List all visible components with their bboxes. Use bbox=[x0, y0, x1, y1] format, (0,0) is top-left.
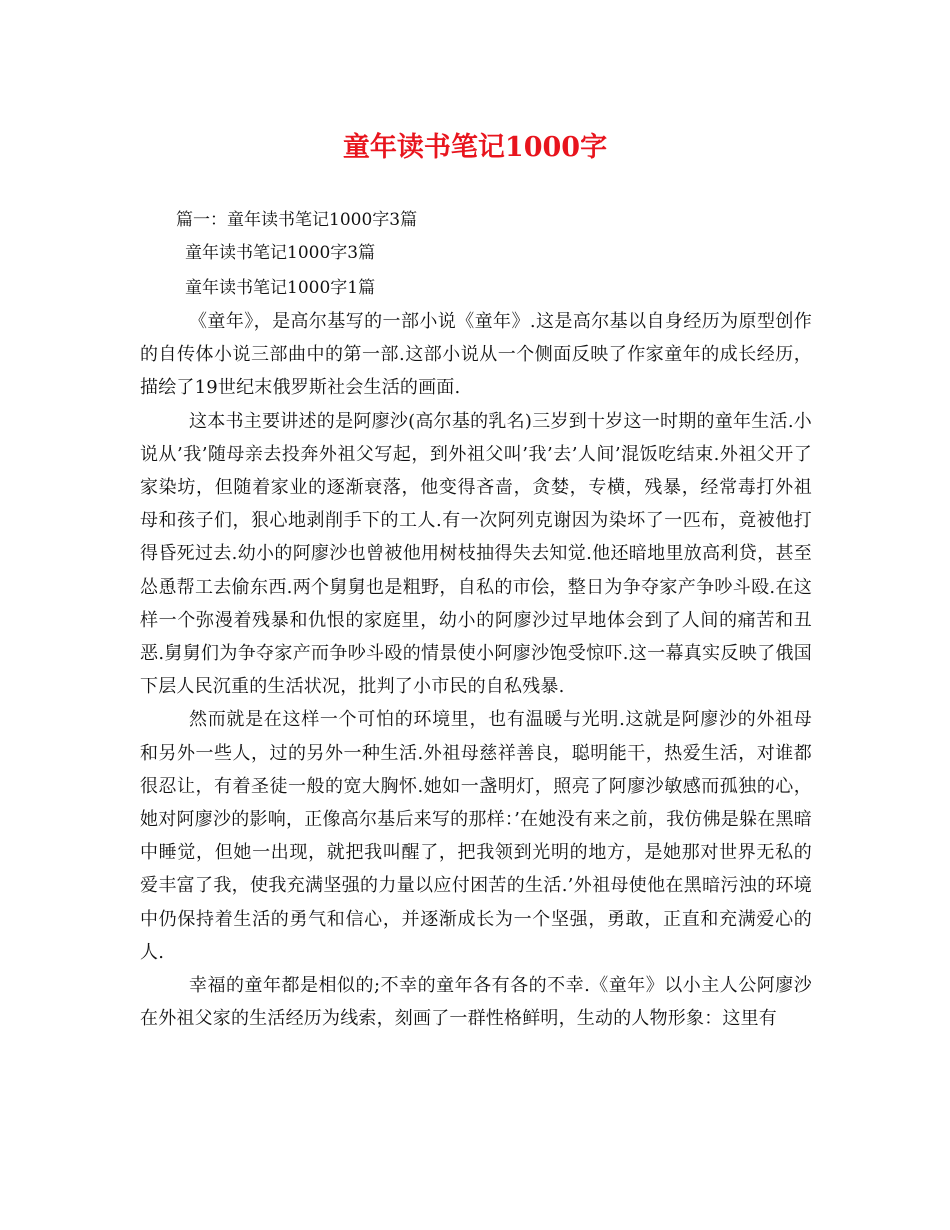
toc-item: 童年读书笔记1000字3篇 bbox=[185, 243, 376, 263]
paragraph: 幸福的童年都是相似的;不幸的童年各有各的不幸.《童年》以小主人公阿廖沙在外祖父家的生活经历为线索，刻画了一群性格鲜明，生动的人物形象：这里有 bbox=[140, 975, 812, 1030]
paragraph: 然而就是在这样一个可怕的环境里，也有温暖与光明.这就是阿廖沙的外祖母和另外一些人，过的另外一种生活.外祖母慈祥善良，聪明能干，热爱生活，对谁都很忍让，有着圣徒一般的宽大胸怀.她如一盏明灯，照亮了阿廖沙敏感而孤独的心，她对阿廖沙的影响，正像高尔基后来写的那样：’在她没有来之前，我仿佛是躲在黑暗中睡觉，但她一出现，就把我叫醒了，把我领到光明的地方，是她那对世界无私的爱丰富了我，使我充满坚强的力量以应付困苦的生活.’外祖母使他在黑暗污浊的环境中仍保持着生活的勇气和信心，并逐渐成长为一个坚强，勇敢，正直和充满爱心的人. bbox=[140, 709, 812, 963]
paragraph: 《童年》，是高尔基写的一部小说《童年》.这是高尔基以自身经历为原型创作的自传体小说三部曲中的第一部.这部小说从一个侧面反映了作家童年的成长经历，描绘了19世纪末俄罗斯社会生活的画面. bbox=[140, 311, 812, 399]
paragraph: 这本书主要讲述的是阿廖沙(高尔基的乳名)三岁到十岁这一时期的童年生活.小说从’我’随母亲去投奔外祖父写起，到外祖父叫’我’去’人间’混饭吃结束.外祖父开了家染坊，但随着家业的逐渐衰落，他变得吝啬，贪婪，专横，残暴，经常毒打外祖母和孩子们，狠心地剥削手下的工人.有一次阿列克谢因为染坏了一匹布，竟被他打得昏死过去.幼小的阿廖沙也曾被他用树枝抽得失去知觉.他还暗地里放高利贷，甚至怂恿帮工去偷东西.两个舅舅也是粗野，自私的市侩，整日为争夺家产争吵斗殴.在这样一个弥漫着残暴和仇恨的家庭里，幼小的阿廖沙过早地体会到了人间的痛苦和丑恶.舅舅们为争夺家产而争吵斗殴的情景使小阿廖沙饱受惊吓.这一幕真实反映了俄国下层人民沉重的生活状况，批判了小市民的自私残暴. bbox=[140, 410, 812, 698]
document-title: 童年读书笔记1000字 bbox=[342, 132, 608, 163]
toc-item: 篇一：童年读书笔记1000字3篇 bbox=[176, 210, 418, 230]
document-body bbox=[140, 305, 812, 1035]
toc-item: 童年读书笔记1000字1篇 bbox=[185, 278, 376, 298]
